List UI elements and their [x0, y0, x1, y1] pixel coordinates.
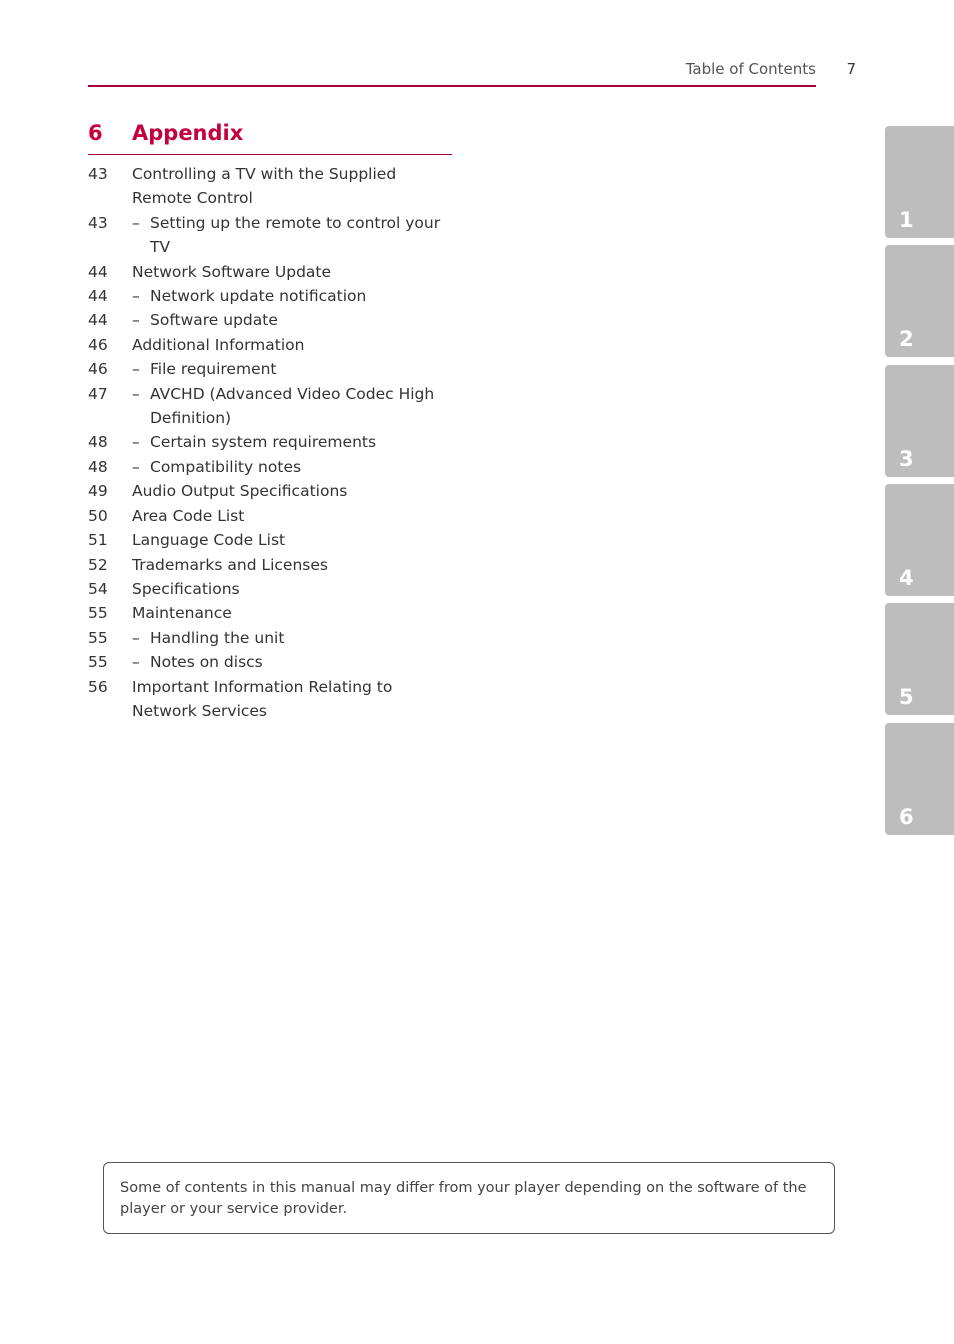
toc-page-number: 52	[88, 555, 108, 574]
toc-page-number: 50	[88, 506, 108, 525]
toc-page-number: 48	[88, 457, 108, 476]
toc-sub-dash: –	[132, 360, 140, 379]
toc-entry-title: Language Code List	[132, 531, 286, 550]
note-box	[103, 1162, 835, 1234]
toc-entry-title: Compatibility notes	[150, 457, 302, 476]
chapter-tab-number: 1	[899, 208, 914, 232]
toc-sub-dash: –	[132, 311, 140, 330]
toc-entry-title: Network update notification	[150, 287, 367, 306]
toc-page-number: 44	[88, 287, 108, 306]
toc-entry[interactable]	[88, 162, 458, 211]
toc-entry-title: Area Code List	[132, 506, 245, 525]
toc-sub-dash: –	[132, 457, 140, 476]
toc-entry[interactable]	[88, 260, 458, 284]
table-of-contents	[88, 162, 458, 723]
toc-entry-title: Handling the unit	[150, 628, 285, 647]
toc-entry[interactable]	[88, 675, 458, 724]
toc-entry-title: TV	[150, 238, 171, 257]
chapter-tab-number: 6	[899, 804, 914, 829]
toc-entry[interactable]	[88, 333, 458, 357]
section-number: 6	[88, 121, 103, 145]
toc-entry-title: Certain system requirements	[150, 433, 377, 452]
chapter-tab[interactable]	[885, 126, 954, 238]
toc-entry[interactable]	[88, 528, 458, 552]
toc-page-number: 55	[88, 628, 108, 647]
toc-entry[interactable]	[88, 308, 458, 332]
toc-entry[interactable]	[88, 284, 458, 308]
toc-entry-title: Controlling a TV with the Supplied	[132, 165, 397, 183]
toc-page-number: 47	[88, 384, 108, 403]
toc-sub-dash: –	[132, 384, 140, 403]
toc-page-number: 51	[88, 531, 108, 550]
section-heading	[88, 120, 452, 155]
chapter-tab-number: 5	[899, 685, 914, 710]
chapter-tab[interactable]	[885, 484, 954, 596]
toc-entry-title: File requirement	[150, 360, 277, 379]
chapter-tab[interactable]	[885, 723, 954, 835]
toc-sub-dash: –	[132, 287, 140, 306]
chapter-tab[interactable]	[885, 245, 954, 357]
toc-entry-title: Remote Control	[132, 189, 253, 208]
toc-entry-title: Definition)	[150, 409, 232, 428]
toc-page-number: 46	[88, 360, 108, 379]
toc-entry[interactable]	[88, 479, 458, 503]
chapter-tab-number: 2	[899, 327, 914, 352]
toc-entry[interactable]	[88, 626, 458, 650]
toc-page-number: 54	[88, 579, 108, 598]
toc-entry[interactable]	[88, 455, 458, 479]
toc-page-number: 48	[88, 433, 108, 452]
toc-entry-title: Trademarks and Licenses	[132, 555, 328, 574]
chapter-tab[interactable]	[885, 365, 954, 477]
toc-entry-title: AVCHD (Advanced Video Codec High	[150, 384, 435, 403]
toc-entry[interactable]	[88, 601, 458, 625]
toc-entry[interactable]	[88, 357, 458, 381]
toc-page-number: 55	[88, 653, 108, 672]
toc-entry-title: Setting up the remote to control your	[150, 213, 441, 232]
toc-page-number: 44	[88, 311, 108, 330]
toc-entry-title: Maintenance	[132, 604, 232, 623]
section-title: Appendix	[132, 121, 244, 145]
toc-entry[interactable]	[88, 211, 458, 260]
header-divider	[88, 85, 816, 87]
toc-entry-title: Notes on discs	[150, 653, 263, 672]
toc-entry-title: Specifications	[132, 579, 240, 598]
note-text: Some of contents in this manual may differ from your player depending on the software of the player or your service provider.	[120, 1180, 807, 1217]
toc-page-number: 55	[88, 604, 108, 623]
toc-entry-title: Important Information Relating to	[132, 677, 393, 696]
toc-page-number: 46	[88, 335, 108, 354]
toc-entry-title: Network Services	[132, 701, 268, 720]
toc-entry-title: Audio Output Specifications	[132, 482, 348, 501]
toc-sub-dash: –	[132, 213, 140, 232]
toc-entry[interactable]	[88, 430, 458, 454]
toc-sub-dash: –	[132, 628, 140, 647]
toc-entry[interactable]	[88, 382, 458, 431]
toc-sub-dash: –	[132, 653, 140, 672]
header-title: Table of Contents	[685, 60, 816, 78]
toc-page-number: 44	[88, 262, 108, 281]
toc-sub-dash: –	[132, 433, 140, 452]
toc-page-number: 43	[88, 213, 108, 232]
toc-entry[interactable]	[88, 650, 458, 674]
toc-page-number: 43	[88, 165, 108, 183]
toc-page-number: 49	[88, 482, 108, 501]
toc-entry-title: Network Software Update	[132, 262, 332, 281]
toc-entry[interactable]	[88, 577, 458, 601]
chapter-tab-number: 4	[899, 565, 914, 590]
toc-entry[interactable]	[88, 504, 458, 528]
chapter-tab[interactable]	[885, 603, 954, 715]
chapter-tab-number: 3	[899, 446, 914, 471]
toc-entry-title: Additional Information	[132, 335, 305, 354]
toc-entry[interactable]	[88, 553, 458, 577]
toc-entry-title: Software update	[150, 311, 278, 330]
toc-page-number: 56	[88, 677, 108, 696]
page-number: 7	[846, 60, 856, 78]
